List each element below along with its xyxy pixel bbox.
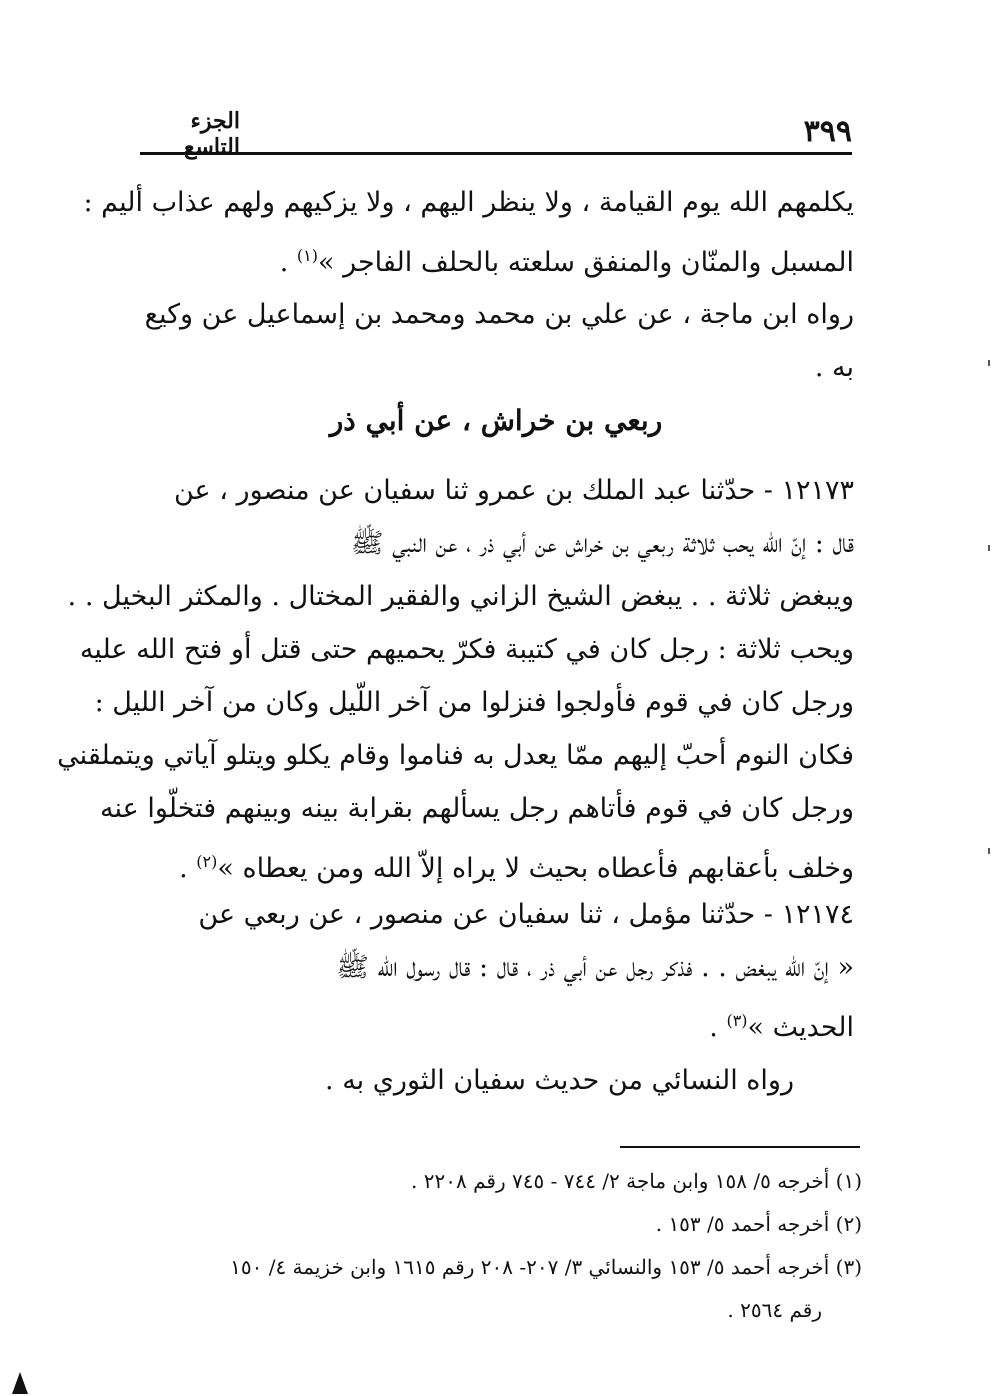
paragraph-nasai-note [138, 1054, 854, 1107]
text-line: ورجل كان في قوم فأتاهم رجل يسألهم بقرابة بينه وبينهم فتخلّوا عنه [100, 793, 854, 824]
footnote-ref: (٣) [726, 1011, 748, 1030]
section-heading: ربعي بن خراش ، عن أبي ذر [329, 404, 663, 437]
scan-edge-mark [988, 848, 990, 854]
footnote-ref: (٢) [196, 852, 218, 871]
text-segment: . [709, 1012, 727, 1043]
text-segment: . [279, 247, 297, 278]
footnote-separator [620, 1146, 860, 1148]
text-line [138, 229, 854, 282]
header-rule [140, 152, 852, 155]
footnote-3-continued: رقم ٢٥٦٤ . [727, 1298, 822, 1322]
scan-edge-mark [988, 360, 990, 366]
text-line [138, 994, 854, 1047]
text-line: به . [814, 352, 854, 383]
footnote-2: (٢) أخرجه أحمد ٥/ ١٥٣ . [655, 1212, 862, 1236]
text-line: ١٢١٧٣ - حدّثنا عبد الملك بن عمرو ثنا سفيان عن منصور ، عن [174, 475, 854, 506]
paragraph-hadith-end [83, 176, 854, 282]
text-line: رواه النسائي من حديث سفيان الثوري به . [325, 1065, 794, 1096]
text-line: ويبغض ثلاثة . . يبغض الشيخ الزاني والفقير المختال . والمكثر البخيل . . [67, 581, 854, 612]
text-line: قال : إنّ الله يحب ثلاثة ربعي بن خراش عن أبي ذر ، عن النبي ﷺ [350, 528, 854, 559]
footnotes [140, 1160, 862, 1332]
text-line: رواه ابن ماجة ، عن علي بن محمد ومحمد بن إسماعيل عن وكيع [144, 299, 854, 330]
paragraph-hadith-12174 [138, 888, 854, 1047]
text-segment: وخلف بأعقابهم فأعطاه بحيث لا يراه إلاّ الله ومن يعطاه » [217, 853, 854, 884]
footnote-1: (١) أخرجه ٥/ ١٥٨ وابن ماجة ٢/ ٧٤٤ - ٧٤٥ رقم ٢٢٠٨ . [411, 1169, 862, 1193]
text-line: ١٢١٧٤ - حدّثنا مؤمل ، ثنا سفيان عن منصور ، عن ربعي عن [198, 899, 854, 930]
text-segment: المسبل والمنّان والمنفق سلعته بالحلف الفاجر » [317, 247, 854, 278]
text-line: فكان النوم أحبّ إليهم ممّا يعدل به فناموا وقام يكلو ويتلو آياتي ويتملقني [57, 740, 854, 771]
text-line: « إنّ الله يبغض . . فذكر رجل عن أبي ذر ، قال : قال رسول الله ﷺ [336, 952, 854, 983]
running-header [140, 108, 852, 160]
corner-mark [12, 1372, 28, 1394]
paragraph-hadith-12173 [57, 464, 854, 888]
paragraph-narration-note [138, 288, 854, 394]
volume-title: الجزء التاسع [183, 108, 240, 160]
text-line [138, 835, 854, 888]
text-line: ويحب ثلاثة : رجل كان في كتيبة فكرّ يحميهم حتى قتل أو فتح الله عليه [79, 634, 854, 665]
footnote-3: (٣) أخرجه أحمد ٥/ ١٥٣ والنسائي ٣/ ٢٠٧- ٢٠٨ رقم ١٦١٥ وابن خزيمة ٤/ ١٥٠ [230, 1255, 862, 1279]
scan-edge-mark [988, 545, 990, 551]
text-line: يكلمهم الله يوم القيامة ، ولا ينظر اليهم ، ولا يزكيهم ولهم عذاب أليم : [83, 187, 854, 218]
text-line: ورجل كان في قوم فأولجوا فنزلوا من آخر اللّيل وكان من آخر الليل : [94, 687, 854, 718]
text-segment: الحديث » [747, 1012, 854, 1043]
text-segment: . [179, 853, 197, 884]
footnote-ref: (١) [296, 246, 318, 265]
page-number: ٣٩٩ [803, 114, 852, 149]
